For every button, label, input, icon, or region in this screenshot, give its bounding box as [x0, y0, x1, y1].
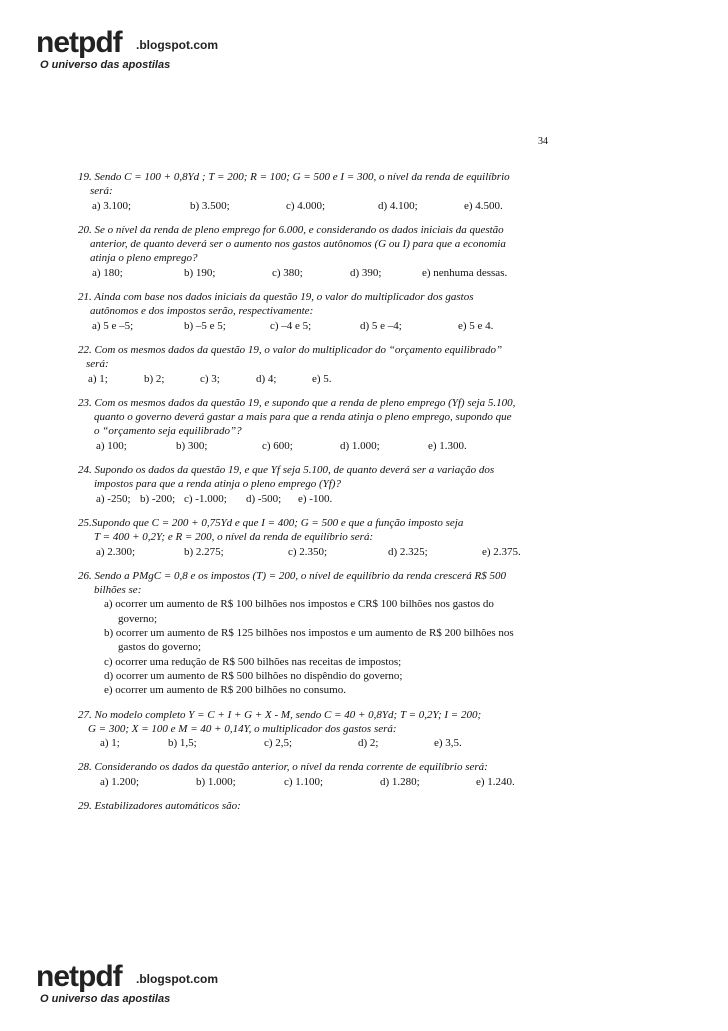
question-26: [78, 569, 558, 698]
option-c: c) ocorrer uma redução de R$ 500 bilhões nas receitas de impostos;: [104, 655, 402, 668]
option-c: c) 600;: [262, 439, 293, 452]
option-e: e) nenhuma dessas.: [422, 266, 508, 279]
logo-domain: .blogspot.com: [136, 972, 218, 986]
option-b: b) 2.275;: [184, 545, 224, 558]
option-b: b) 1,5;: [168, 737, 197, 750]
option-d: d) 390;: [350, 266, 382, 279]
option-c: c) 2,5;: [264, 737, 293, 750]
question-25-text: 25.Supondo que C = 200 + 0,75Yd e que I = 400; G = 500 e que a função imposto seja T = 400 + 0,2Y; e R = 200, o nível da renda de equilíbrio será:: [78, 516, 464, 544]
option-e: e) 3,5.: [434, 737, 462, 750]
option-d: d) 2.325;: [388, 545, 428, 558]
option-d: d) 5 e –4;: [360, 319, 402, 332]
option-c: c) 4.000;: [286, 199, 326, 212]
questions-list: [78, 170, 558, 823]
option-a: a) 3.100;: [92, 199, 132, 212]
option-e: e) 5.: [312, 372, 332, 385]
question-25-options: [78, 545, 558, 559]
option-b: b) 3.500;: [190, 199, 230, 212]
option-a: a) 100;: [96, 439, 127, 452]
question-20-text: 20. Se o nível da renda de pleno emprego for 6.000, e considerando os dados iniciais da questão anterior, de quanto deverá ser o aumento nos gastos autônomos (G ou I) para que a economia atinja o pleno emprego?: [78, 223, 506, 265]
question-23: [78, 396, 558, 453]
question-20-options: [78, 266, 558, 280]
logo-brand: netpdf: [36, 26, 122, 59]
option-b: b) 1.000;: [196, 775, 236, 788]
question-28-text: 28. Considerando os dados da questão anterior, o nível da renda corrente de equilíbrio será:: [78, 761, 488, 774]
question-22: [78, 343, 558, 386]
option-b: b) 190;: [184, 266, 216, 279]
option-c: c) –4 e 5;: [270, 319, 312, 332]
question-22-options: [78, 372, 558, 386]
logo-domain: .blogspot.com: [136, 38, 218, 52]
question-28: [78, 760, 558, 789]
option-a: a) 5 e –5;: [92, 319, 134, 332]
option-d: d) 4;: [256, 372, 277, 385]
option-d: d) ocorrer um aumento de R$ 500 bilhões no dispêndio do governo;: [104, 669, 403, 682]
option-d: d) -500;: [246, 492, 282, 505]
option-a: a) 180;: [92, 266, 123, 279]
option-b: b) -200;: [140, 492, 176, 505]
option-e: e) 2.375.: [482, 545, 521, 558]
option-a: a) 1;: [100, 737, 120, 750]
option-b: b) 2;: [144, 372, 165, 385]
question-23-text: 23. Com os mesmos dados da questão 19, e supondo que a renda de pleno emprego (Yf) seja 5.100, quanto o governo deverá gastar a mais para que a renda atinja o pleno emprego, supondo que o “orçamento seja equilibrado”?: [78, 396, 516, 438]
question-19-text: 19. Sendo C = 100 + 0,8Yd ; T = 200; R = 100; G = 500 e I = 300, o nível da renda de equilíbrio será:: [78, 171, 510, 198]
question-27-options: [78, 736, 558, 750]
question-24-text: 24. Supondo os dados da questão 19, e que Yf seja 5.100, de quanto deverá ser a variação dos impostos para que a renda atinja o pleno emprego (Yf)?: [78, 464, 495, 491]
question-20: [78, 223, 558, 280]
question-19: [78, 170, 558, 213]
option-a: a) -250;: [96, 492, 131, 505]
option-d: d) 1.000;: [340, 439, 380, 452]
question-24: [78, 463, 558, 506]
option-a: a) 1.200;: [100, 775, 140, 788]
logo-tagline: O universo das apostilas: [40, 59, 171, 71]
option-e: e) 1.240.: [476, 775, 515, 788]
option-e: e) 4.500.: [464, 199, 503, 212]
option-b: b) –5 e 5;: [184, 319, 226, 332]
option-c: c) 1.100;: [284, 775, 324, 788]
question-19-options: [78, 199, 558, 213]
option-d: d) 2;: [358, 737, 379, 750]
question-21-text: 21. Ainda com base nos dados iniciais da questão 19, o valor do multiplicador dos gastos autônomos e dos impostos serão, respectivamente:: [78, 291, 474, 318]
option-e: e) 5 e 4.: [458, 319, 494, 332]
header-logo: [36, 28, 236, 76]
question-28-options: [78, 775, 558, 789]
question-25: [78, 516, 558, 559]
option-c: c) 2.350;: [288, 545, 328, 558]
option-c: c) -1.000;: [184, 492, 227, 505]
option-e: e) ocorrer um aumento de R$ 200 bilhões no consumo.: [104, 684, 346, 697]
option-e: e) -100.: [298, 492, 333, 505]
option-d: d) 1.280;: [380, 775, 420, 788]
logo-tagline: O universo das apostilas: [40, 993, 171, 1005]
question-21-options: [78, 319, 558, 333]
question-29: [78, 799, 558, 813]
logo-brand: netpdf: [36, 960, 122, 993]
option-b: b) 300;: [176, 439, 208, 452]
option-a: a) 1;: [88, 372, 108, 385]
question-22-text: 22. Com os mesmos dados da questão 19, o valor do multiplicador do “orçamento equilibrado” será:: [78, 343, 503, 371]
question-27-text: 27. No modelo completo Y = C + I + G + X - M, sendo C = 40 + 0,8Yd; T = 0,2Y; I = 200; G = 300; X = 100 e M = 40 + 0,14Y, o multiplicador dos gastos será:: [78, 708, 482, 735]
option-a: a) ocorrer um aumento de R$ 100 bilhões nos impostos e CR$ 100 bilhões nos gastos do: [104, 598, 494, 611]
option-b: b) ocorrer um aumento de R$ 125 bilhões nos impostos e um aumento de R$ 200 bilhões nos: [104, 627, 514, 640]
question-24-options: [78, 492, 558, 506]
question-23-options: [78, 439, 558, 453]
page-number: 34: [538, 136, 548, 147]
option-d: d) 4.100;: [378, 199, 418, 212]
option-c: c) 380;: [272, 266, 303, 279]
footer-logo: [36, 962, 236, 1010]
option-a: a) 2.300;: [96, 545, 136, 558]
question-21: [78, 290, 558, 333]
option-c: c) 3;: [200, 372, 220, 385]
question-27: [78, 708, 558, 751]
question-26-options: a) ocorrer um aumento de R$ 100 bilhões nos impostos e CR$ 100 bilhões nos gastos do governo; b) ocorrer um aumento de R$ 125 bilhões nos impostos e um aumento de R$ 200 bilhões nos gastos do governo; c) ocorrer uma redução de R$ 500 bilhões nas receitas de impostos; d) ocorrer um aumento de R$ 500 bilhões no dispêndio do governo; e) ocorrer um aumento de R$ 200 bilhões no consumo.: [78, 597, 558, 697]
question-26-text: 26. Sendo a PMgC = 0,8 e os impostos (T) = 200, o nível de equilíbrio da renda crescerá R$ 500 bilhões se:: [78, 569, 507, 597]
option-e: e) 1.300.: [428, 439, 467, 452]
question-29-text: 29. Estabilizadores automáticos são:: [78, 799, 241, 812]
